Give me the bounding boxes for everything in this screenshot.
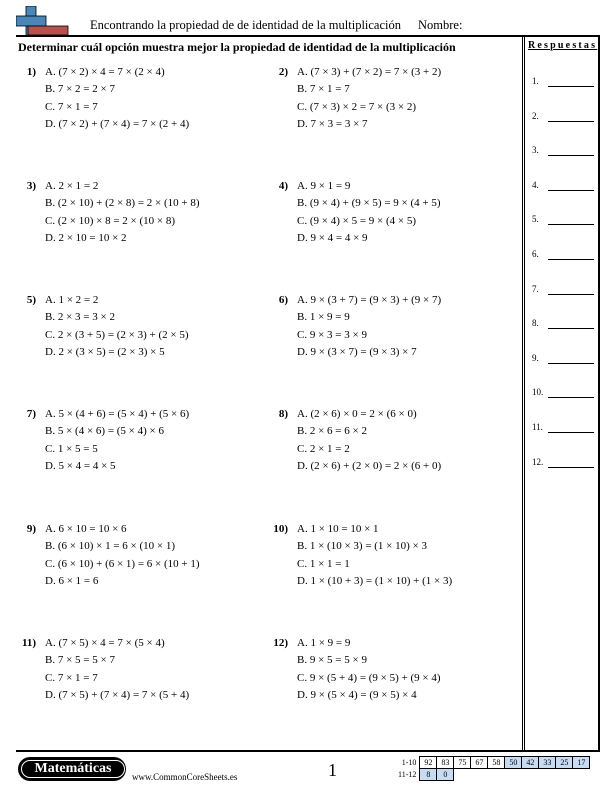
score-empty-cell: [573, 769, 590, 781]
answer-blank[interactable]: [548, 328, 594, 329]
answer-blank[interactable]: [548, 259, 594, 260]
option-c: C. (7 × 3) × 2 = 7 × (3 × 2): [297, 100, 417, 113]
score-row-label: 1-10: [401, 758, 417, 767]
option-list: [297, 178, 441, 247]
score-cell: 75: [454, 757, 471, 769]
option-c: C. 1 × 1 = 1: [297, 557, 350, 570]
answer-number: 11.: [532, 422, 543, 432]
problem-number: 1): [26, 66, 36, 78]
problem-number: 3): [26, 180, 36, 192]
answer-number: 1.: [532, 76, 539, 86]
score-row: [396, 757, 606, 769]
answer-number: 6.: [532, 249, 539, 259]
answer-number: 12.: [532, 456, 544, 467]
option-c: C. 2 × (3 + 5) = (2 × 3) + (2 × 5): [45, 328, 189, 341]
plus-minus-logo-icon: [16, 6, 72, 36]
option-d: D. (7 × 2) + (7 × 4) = 7 × (2 + 4): [45, 117, 190, 130]
option-b: B. (9 × 4) + (9 × 5) = 9 × (4 + 5): [297, 197, 441, 210]
problem-number: 4): [278, 180, 288, 192]
option-a: A. 5 × (4 + 6) = (5 × 4) + (5 × 6): [45, 408, 190, 420]
option-a: A. 1 × 10 = 10 × 1: [297, 523, 379, 535]
bottom-divider: [16, 750, 600, 752]
option-d: D. 2 × (3 × 5) = (2 × 3) × 5: [45, 345, 165, 358]
option-d: D. 1 × (10 + 3) = (1 × 10) + (1 × 3): [297, 574, 453, 587]
score-empty-cell: [454, 769, 471, 781]
brand-badge: [18, 757, 126, 781]
option-list: [297, 64, 441, 133]
option-d: D. 9 × 4 = 4 × 9: [297, 231, 368, 244]
option-b: B. 5 × (4 × 6) = (5 × 4) × 6: [45, 425, 165, 438]
site-url: www.CommonCoreSheets.es: [132, 772, 238, 782]
answer-blank[interactable]: [548, 363, 594, 364]
answer-blank[interactable]: [548, 86, 594, 87]
problem-number: 10): [273, 523, 288, 535]
option-list: [45, 521, 200, 590]
option-b: B. 7 × 1 = 7: [297, 83, 350, 96]
answer-blank[interactable]: [548, 155, 594, 156]
option-a: A. (7 × 5) × 4 = 7 × (5 × 4): [45, 637, 165, 649]
score-cell: 17: [573, 757, 590, 769]
option-list: [297, 521, 452, 590]
answer-blank[interactable]: [548, 121, 594, 122]
option-list: [297, 292, 441, 361]
option-b: B. 2 × 3 = 3 × 2: [45, 311, 115, 324]
problem-number: 7): [26, 408, 36, 420]
option-b: B. 7 × 2 = 2 × 7: [45, 83, 115, 96]
problem-number: 12): [273, 637, 288, 649]
option-b: B. 9 × 5 = 5 × 9: [297, 654, 367, 667]
score-cell: 0: [437, 769, 454, 781]
answer-number: 8.: [532, 318, 539, 329]
answers-title: Respuestas: [528, 40, 598, 51]
option-c: C. 1 × 5 = 5: [45, 442, 98, 455]
problem-number: 11): [21, 637, 36, 649]
problem-number: 5): [26, 294, 36, 306]
score-empty-cell: [556, 769, 573, 781]
top-divider: [16, 35, 600, 37]
option-b: B. 2 × 6 = 6 × 2: [297, 425, 367, 438]
option-list: [297, 406, 441, 475]
problem-number: 9): [26, 523, 36, 535]
answer-number: 7.: [532, 283, 539, 294]
answer-blank[interactable]: [548, 467, 594, 468]
option-c: C. 7 × 1 = 7: [45, 100, 98, 113]
option-a: A. 9 × (3 + 7) = (9 × 3) + (9 × 7): [297, 294, 442, 306]
option-c: C. (6 × 10) + (6 × 1) = 6 × (10 + 1): [45, 557, 200, 570]
answer-blank[interactable]: [548, 397, 594, 398]
answer-number: 10.: [532, 387, 544, 398]
answer-blank[interactable]: [548, 432, 594, 433]
answer-number: 3.: [532, 145, 539, 156]
option-a: A. 1 × 2 = 2: [45, 294, 99, 306]
option-b: B. (2 × 10) + (2 × 8) = 2 × (10 + 8): [45, 197, 200, 210]
score-empty-cell: [590, 769, 606, 781]
option-list: [45, 406, 189, 475]
option-list: [45, 635, 189, 704]
score-cell: 50: [505, 757, 522, 769]
score-cell: 83: [437, 757, 454, 769]
option-d: D. (2 × 6) + (2 × 0) = 2 × (6 + 0): [297, 459, 442, 472]
worksheet-title: Encontrando la propiedad de de identidad de la multiplicación: [90, 18, 402, 32]
score-empty-cell: [522, 769, 539, 781]
option-a: A. (7 × 2) × 4 = 7 × (2 × 4): [45, 66, 165, 78]
option-b: B. 7 × 5 = 5 × 7: [45, 654, 115, 667]
option-c: C. 9 × 3 = 3 × 9: [297, 328, 367, 341]
option-d: D. (7 × 5) + (7 × 4) = 7 × (5 + 4): [45, 688, 190, 701]
score-empty-cell: [539, 769, 556, 781]
score-empty-cell: [471, 769, 488, 781]
score-row: [396, 769, 606, 781]
option-c: C. 7 × 1 = 7: [45, 671, 98, 684]
option-d: D. 6 × 1 = 6: [45, 574, 99, 587]
instructions: Determinar cuál opción muestra mejor la propiedad de identidad de la multiplicación: [18, 40, 456, 54]
score-empty-cell: [488, 769, 505, 781]
option-d: D. 7 × 3 = 3 × 7: [297, 117, 368, 130]
option-a: A. 6 × 10 = 10 × 6: [45, 523, 127, 535]
score-cell: 8: [420, 769, 437, 781]
option-b: B. (6 × 10) × 1 = 6 × (10 × 1): [45, 540, 176, 553]
score-cell: 33: [539, 757, 556, 769]
option-a: A. 9 × 1 = 9: [297, 180, 351, 192]
score-empty-cell: [505, 769, 522, 781]
option-d: D. 5 × 4 = 4 × 5: [45, 459, 116, 472]
name-label: Nombre:: [418, 18, 463, 32]
problem-number: 2): [278, 66, 288, 78]
score-row-label: 11-12: [398, 770, 417, 779]
answer-blank[interactable]: [548, 190, 594, 191]
option-c: C. (2 × 10) × 8 = 2 × (10 × 8): [45, 214, 176, 227]
answer-blank[interactable]: [548, 294, 594, 295]
score-table: [396, 756, 606, 781]
answer-blank[interactable]: [548, 224, 594, 225]
option-a: A. (7 × 3) + (7 × 2) = 7 × (3 + 2): [297, 66, 442, 78]
problem-number: 8): [278, 408, 288, 420]
option-c: C. 9 × (5 + 4) = (9 × 5) + (9 × 4): [297, 671, 441, 684]
score-cell: 67: [471, 757, 488, 769]
problem-number: 6): [278, 294, 288, 306]
option-list: [45, 292, 189, 361]
option-c: C. (9 × 4) × 5 = 9 × (4 × 5): [297, 214, 417, 227]
answer-number: 2.: [532, 110, 539, 121]
option-list: [45, 178, 200, 247]
option-a: A. 2 × 1 = 2: [45, 180, 99, 192]
option-a: A. 1 × 9 = 9: [297, 637, 351, 649]
option-list: [297, 635, 441, 704]
option-b: B. 1 × 9 = 9: [297, 311, 350, 324]
score-cell: 25: [556, 757, 573, 769]
option-c: C. 2 × 1 = 2: [297, 442, 350, 455]
score-cell: 92: [420, 757, 437, 769]
brand-label: Matemáticas: [21, 760, 125, 778]
option-a: A. (2 × 6) × 0 = 2 × (6 × 0): [297, 408, 417, 420]
answer-number: 5.: [532, 214, 539, 225]
option-d: D. 9 × (5 × 4) = (9 × 5) × 4: [297, 688, 417, 701]
option-d: D. 9 × (3 × 7) = (9 × 3) × 7: [297, 345, 417, 358]
option-d: D. 2 × 10 = 10 × 2: [45, 231, 127, 244]
answer-number: 4.: [532, 179, 539, 190]
option-list: [45, 64, 189, 133]
score-cell: 42: [522, 757, 539, 769]
answer-number: 9.: [532, 352, 539, 363]
score-cell: 58: [488, 757, 505, 769]
option-b: B. 1 × (10 × 3) = (1 × 10) × 3: [297, 540, 428, 553]
page-number: 1: [328, 760, 337, 780]
